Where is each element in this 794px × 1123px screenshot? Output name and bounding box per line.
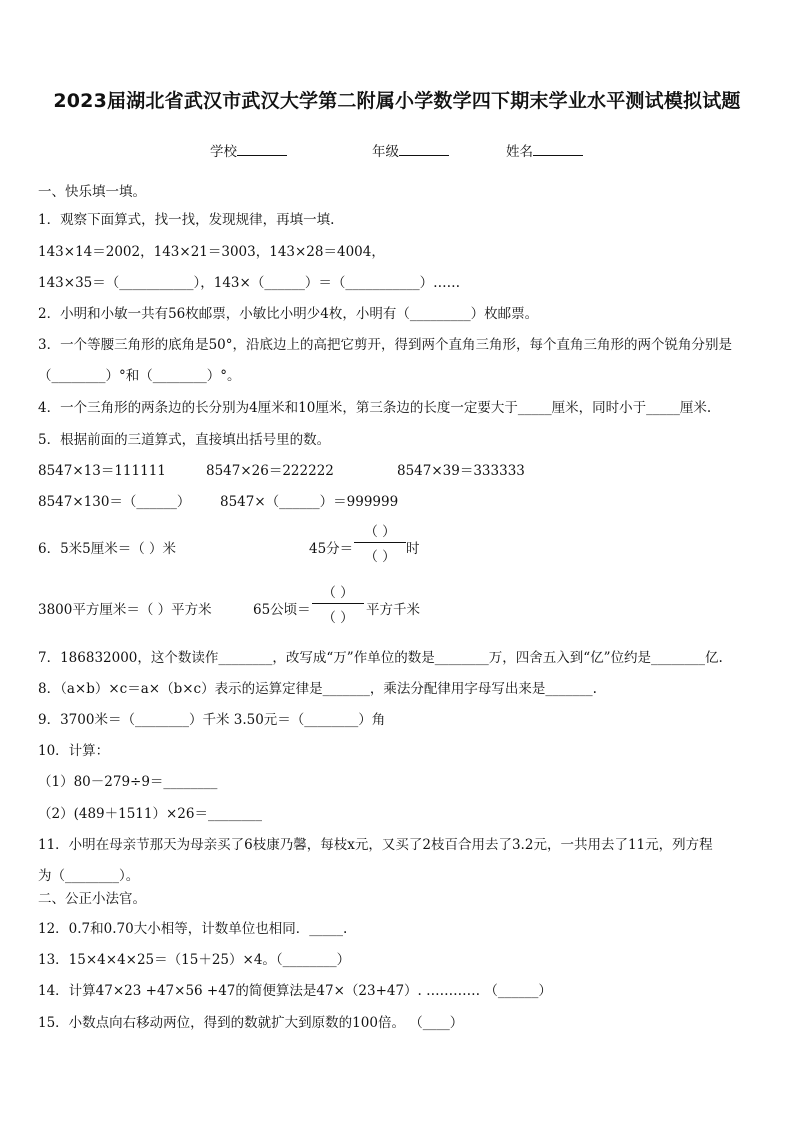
grade-label: 年级 [372, 144, 399, 160]
question-11-blank: 为（________）。 [38, 868, 140, 884]
question-1: 1．观察下面算式，找一找，发现规律，再填一填. [38, 212, 335, 228]
fraction-bar [354, 542, 406, 543]
question-5: 5．根据前面的三道算式，直接填出括号里的数。 [38, 432, 331, 448]
question-2: 2．小明和小敏一共有56枚邮票，小敏比小明少4枚，小明有（_________）枚邮票。 [38, 306, 539, 322]
question-3: 3．一个等腰三角形的底角是50°，沿底边上的高把它剪开，得到两个直角三角形，每个直角三角形的两个锐角分别是 [38, 337, 733, 353]
question-6-part-1: 6．5米5厘米＝（ ）米 [38, 541, 177, 557]
fraction-denominator[interactable]: （ ） [364, 549, 396, 565]
question-1-blanks: 143×35＝（___________），143×（______）＝（___________）…… [38, 275, 461, 291]
question-9: 9．3700米＝（________）千米 3.50元＝（________）角 [38, 712, 386, 728]
school-label: 学校 [210, 144, 237, 160]
question-12: 12．0.7和0.70大小相等，计数单位也相同．_____. [38, 921, 348, 937]
section-2-heading: 二、公正小法官。 [38, 891, 146, 907]
name-label: 姓名 [506, 144, 533, 160]
question-11: 11．小明在母亲节那天为母亲买了6枝康乃馨，每枝x元，又买了2枝百合用去了3.2元，一共用去了11元，列方程 [38, 837, 713, 853]
question-5-blank-2: 8547×（______）＝999999 [220, 494, 399, 510]
question-5-equation-1: 8547×13＝111111 [38, 463, 166, 479]
question-4: 4．一个三角形的两条边的长分别为4厘米和10厘米，第三条边的长度一定要大于_____厘米，同时小于_____厘米. [38, 400, 712, 416]
question-6-unit-hour: 时 [406, 541, 420, 557]
question-6-fraction-2 [312, 581, 364, 626]
name-field [506, 140, 583, 160]
question-6-part-2-label: 45分＝ [309, 541, 354, 557]
question-1-examples: 143×14＝2002，143×21＝3003，143×28＝4004， [38, 244, 385, 260]
question-5-equation-2: 8547×26＝222222 [206, 463, 334, 479]
section-1-heading: 一、快乐填一填。 [38, 184, 146, 200]
name-blank[interactable] [533, 141, 583, 156]
question-6-fraction-1 [354, 520, 406, 565]
fraction-denominator[interactable]: （ ） [322, 610, 354, 626]
grade-blank[interactable] [399, 141, 449, 156]
question-10-part-1: （1）80－279÷9＝________ [38, 774, 218, 790]
question-5-blank-1: 8547×130＝（______） [38, 494, 191, 510]
question-6-unit-km2: 平方千米 [366, 602, 420, 618]
question-7: 7．186832000，这个数读作________，改写成“万”作单位的数是________万，四舍五入到“亿”位约是________亿. [38, 650, 723, 666]
fraction-numerator[interactable]: （ ） [322, 585, 354, 601]
question-5-equation-3: 8547×39＝333333 [397, 463, 525, 479]
page-title: 2023届湖北省武汉市武汉大学第二附属小学数学四下期末学业水平测试模拟试题 [53, 90, 741, 112]
fraction-bar [312, 603, 364, 604]
question-6-part-3: 3800平方厘米＝（ ）平方米 [38, 602, 212, 618]
question-10-part-2: （2）(489＋1511）×26＝________ [38, 806, 262, 822]
question-13: 13．15×4×4×25＝（15＋25）×4。（________） [38, 952, 351, 968]
question-15: 15．小数点向右移动两位，得到的数就扩大到原数的100倍。 （____） [38, 1015, 464, 1031]
school-blank[interactable] [237, 141, 287, 156]
question-6-part-4-label: 65公顷＝ [253, 602, 311, 618]
question-3-blanks: （________）°和（________）°。 [38, 368, 241, 384]
question-10: 10．计算： [38, 743, 110, 759]
school-field [210, 140, 287, 160]
grade-field [372, 140, 449, 160]
question-14: 14．计算47×23 +47×56 +47的简便算法是47×（23+47）. ………… （______） [38, 983, 552, 999]
fraction-numerator[interactable]: （ ） [364, 524, 396, 540]
question-8: 8．（a×b）×c＝a×（b×c）表示的运算定律是_______，乘法分配律用字母写出来是_______. [38, 681, 597, 697]
